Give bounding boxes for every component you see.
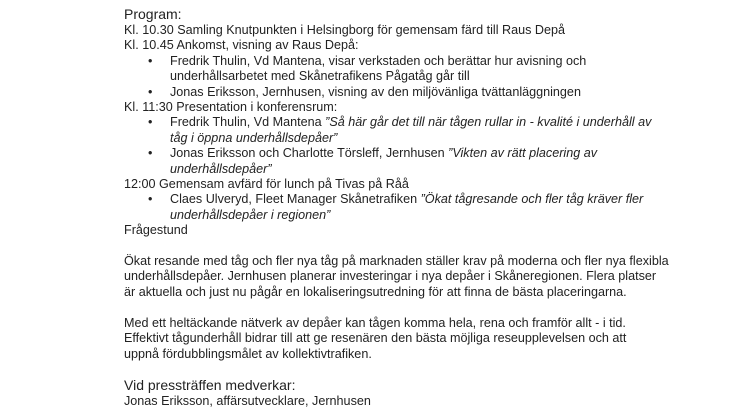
bullet-dot: • (148, 84, 153, 99)
bullet-dot: • (148, 53, 153, 68)
program-heading: Program: (124, 6, 182, 22)
paragraph-line: är aktuella och just nu pågår en lokaliseringsutredning för att finna de bästa placeringarna. (124, 284, 627, 299)
bullet-claes (124, 192, 730, 223)
talk-title-cont: underhållsdepåer” (170, 161, 272, 176)
talk-title-cont: tåg i öppna underhållsdepåer” (170, 130, 338, 145)
participants-heading: Vid pressträffen medverkar: (124, 377, 296, 394)
bullet-fredrik-presentation (124, 115, 730, 146)
program-fragestund: Frågestund (124, 223, 188, 238)
speaker-name: Claes Ulveryd, Fleet Manager Skånetrafiken (170, 192, 421, 207)
bullet-fredrik-verkstad (124, 54, 730, 85)
paragraph-line: Effektivt tågunderhåll bidrar till att ge resenären den bästa möjliga reseupplevelsen och att (124, 331, 627, 346)
talk-title: ”Så här går det till när tågen rullar in - kvalité i underhåll av (325, 115, 652, 130)
bullet-text-line: Fredrik Thulin, Vd Mantena, visar verkstaden och berättar hur avisning och (170, 53, 587, 68)
bullet-text-line: underhållsarbetet med Skånetrafikens Pågatåg går till (170, 69, 470, 84)
bullet-dot: • (148, 146, 153, 161)
program-time-1030: Kl. 10.30 Samling Knutpunkten i Helsingborg för gemensam färd till Raus Depå (124, 23, 566, 37)
talk-title: ”Ökat tågresande och fler tåg kräver fler (420, 192, 644, 207)
paragraph-line: underhållsdepåer. Jernhusen planerar investeringar i nya depåer i Skåneregionen. Flera platser (124, 269, 657, 284)
participant-jonas: Jonas Eriksson, affärsutvecklare, Jernhusen (124, 394, 371, 409)
bullet-jonas-tvatt (124, 85, 730, 100)
program-time-1045: Kl. 10.45 Ankomst, visning av Raus Depå: (124, 38, 359, 53)
bullet-text-line: Jonas Eriksson, Jernhusen, visning av den miljövänliga tvättanläggningen (170, 84, 581, 99)
paragraph-line: Med ett heltäckande nätverk av depåer kan tågen komma hela, rena och framför allt - i tid. (124, 315, 626, 330)
bullet-dot: • (148, 115, 153, 130)
bullet-jonas-charlotte (124, 146, 730, 177)
spacer (124, 300, 724, 315)
paragraph-line: Ökat resande med tåg och fler nya tåg på marknaden ställer krav på moderna och fler nya flexibla (124, 254, 669, 269)
document-page (124, 0, 724, 410)
spacer (124, 239, 724, 254)
speaker-name: Fredrik Thulin, Vd Mantena (170, 115, 326, 130)
bullet-dot: • (148, 192, 153, 207)
speaker-name: Jonas Eriksson och Charlotte Törsleff, Jernhusen (170, 146, 449, 161)
paragraph-resande (124, 254, 684, 300)
program-time-1130: Kl. 11:30 Presentation i konferensrum: (124, 100, 338, 115)
spacer (124, 362, 724, 377)
program-time-1200: 12:00 Gemensam avfärd för lunch på Tivas på Råå (124, 177, 409, 192)
talk-title: ”Vikten av rätt placering av (448, 146, 598, 161)
talk-title-cont: underhållsdepåer i regionen” (170, 207, 331, 222)
paragraph-natverk (124, 316, 684, 362)
paragraph-line: uppnå fördubblingsmålet av kollektivtrafiken. (124, 346, 372, 361)
